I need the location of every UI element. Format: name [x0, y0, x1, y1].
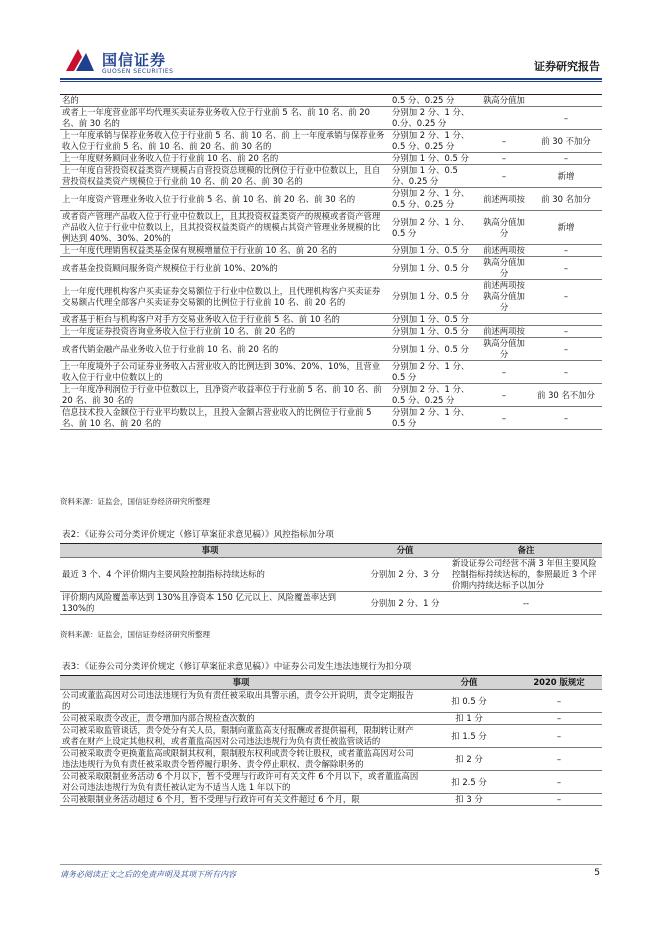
item-cell: 上一年度代理销售权益类基金保有规模增量位于行业前 10 名、前 20 名的 [60, 245, 390, 257]
page-number: 5 [594, 868, 600, 878]
version-2020-cell: – [530, 338, 602, 361]
item-cell: 上一年度境外子公司证券业务收入占营业收入的比例达到 30%、20%、10%，且营业收入位于行业中位数以上的 [60, 361, 390, 384]
note-cell: – [478, 407, 530, 430]
note-cell: -- [450, 592, 602, 615]
score-cell: 分别加 2 分、3 分 [360, 558, 450, 592]
version-2020-cell: – [516, 771, 602, 794]
item-cell: 公司被采取限制业务活动 6 个月以下，暂不受理与行政许可有关文件 6 个月以下，或者董监高因对公司违法违规行为负有责任被认定为不适当人选 1 年以下的 [60, 771, 422, 794]
footer-divider [60, 864, 602, 865]
note-cell: – [478, 361, 530, 384]
table-row [60, 558, 602, 592]
item-cell: 上一年度自营投资权益类资产规模占自营投资总规模的比例位于行业中位数以上，且自营投资权益类资产规模位于行业前 10 名、前 20 名、前 30 名的 [60, 165, 390, 188]
version-2020-cell: – [530, 407, 602, 430]
table2-header-note: 备注 [450, 544, 602, 558]
table-row [60, 130, 602, 153]
table3-header-score: 分值 [422, 676, 516, 690]
score-cell: 分别加 1 分、0.5 分、0.25 分 [390, 165, 478, 188]
note-cell: – [478, 153, 530, 165]
version-2020-cell: – [516, 748, 602, 771]
score-cell: 扣 2 分 [422, 748, 516, 771]
note-cell: – [478, 130, 530, 153]
item-cell: 上一年度资产管理业务收入位于行业前 5 名、前 10 名、前 20 名、前 30 名的 [60, 188, 390, 211]
note-cell: 孰高分值加分 [478, 211, 530, 245]
score-cell: 分别加 1 分、0.5 分 [390, 245, 478, 257]
item-cell: 上一年度代理机构客户买卖证券交易额位于行业中位数以上，且代理机构客户买卖证券交易额占代理全部客户买卖证券交易额的比例位于行业前 10 名、前 20 名的 [60, 280, 390, 314]
score-cell: 分别加 2 分、1 分、0.分、0.25 分 [390, 107, 478, 130]
item-cell: 公司被采取监管谈话，责令处分有关人员，限制向董监高支付报酬或者提供福利，限制转让财产或者在财产上设定其他权利，或者董监高因对公司违法违规行为负有责任被监管谈话的 [60, 725, 422, 748]
header-divider [60, 78, 602, 80]
table-row [60, 361, 602, 384]
table-row [60, 165, 602, 188]
logo-text: 国信证券 [102, 51, 167, 69]
item-cell: 上一年度财务顾问业务收入位于行业前 10 名、前 20 名的 [60, 153, 390, 165]
table-row [60, 211, 602, 245]
table-row [60, 748, 602, 771]
score-cell: 分别加 1 分、0.5 分 [390, 338, 478, 361]
version-2020-cell: 前 30 名加分 [530, 188, 602, 211]
table-row [60, 188, 602, 211]
item-cell: 或者基金投资顾问服务资产规模位于行业前 10%、20%的 [60, 257, 390, 280]
report-type-label: 证券研究报告 [534, 60, 600, 73]
note-cell [478, 314, 530, 326]
score-cell: 分别加 2 分、1 分 [360, 592, 450, 615]
table2-header-score: 分值 [360, 544, 450, 558]
violation-deduction-table [60, 675, 602, 806]
item-cell: 上一年度承销与保荐业务收入位于行业前 5 名、前 10 名、前 上一年度承销与保荐业务收入位于行业前 5 名、前 10 名、前 20 名、前 30 名的 [60, 130, 390, 153]
version-2020-cell: – [530, 153, 602, 165]
note-cell [478, 107, 530, 130]
score-cell: 分别加 2 分、1 分、0.5 分、0.25 分 [390, 188, 478, 211]
score-cell: 分别加 1 分、0.5 分 [390, 257, 478, 280]
item-cell: 公司被采取责令改正，责令增加内部合规检查次数的 [60, 713, 422, 725]
table-row [60, 245, 602, 257]
note-cell: 孰高分值加分 [478, 257, 530, 280]
version-2020-cell [530, 95, 602, 107]
version-2020-cell: 新增 [530, 165, 602, 188]
note-cell: 孰高分值加分 [478, 338, 530, 361]
table-row [60, 690, 602, 713]
table2-caption: 表2：《证券公司分类评价规定（修订草案征求意见稿）》风控指标加分项 [62, 530, 334, 540]
version-2020-cell: – [530, 257, 602, 280]
note-cell: – [478, 384, 530, 407]
version-2020-cell: – [530, 107, 602, 130]
score-cell: 扣 1 分 [422, 713, 516, 725]
table-row [60, 153, 602, 165]
table2-source: 资料来源：证监会，国信证券经济研究所整理 [60, 630, 210, 639]
table-row [60, 713, 602, 725]
table-row [60, 794, 602, 806]
version-2020-cell: 前 30 不加分 [530, 130, 602, 153]
score-cell: 分别加 1 分、0.5 分 [390, 314, 478, 326]
score-cell: 分别加 2 分、1 分、0.5 分 [390, 211, 478, 245]
note-cell: 前述两项按 [478, 245, 530, 257]
score-cell: 扣 3 分 [422, 794, 516, 806]
table-row [60, 280, 602, 314]
version-2020-cell: – [530, 245, 602, 257]
item-cell: 公司被采取责令更换董监高或限制其权利，限制股东权利或责令转让股权，或者董监高因对公司违法违规行为负有责任被采取责令暂停履行职务、责令停止职权、责令解除职务的 [60, 748, 422, 771]
score-cell: 分别加 2 分、1 分、0.5 分、0.25 分 [390, 130, 478, 153]
score-cell: 分别加 1 分、0.5 分 [390, 326, 478, 338]
score-cell: 扣 2.5 分 [422, 771, 516, 794]
disclaimer-text: 请务必阅读正文之后的免责声明及其项下所有内容 [60, 870, 236, 879]
table-row [60, 107, 602, 130]
score-cell: 0.5 分、0.25 分 [390, 95, 478, 107]
header-divider-thin [60, 81, 602, 82]
note-cell: – [478, 165, 530, 188]
score-cell: 分别加 2 分、1 分、0.5 分 [390, 361, 478, 384]
note-cell: 新设证券公司经营不满 3 年但主要风险控制指标持续达标的，参照最近 3 个评价期内持续达标予以加分 [450, 558, 602, 592]
table-row [60, 407, 602, 430]
table-row [60, 95, 602, 107]
item-cell: 评价期内风险覆盖率达到 130%且净资本 150 亿元以上、风险覆盖率达到 130%的 [60, 592, 360, 615]
version-2020-cell: – [516, 725, 602, 748]
score-cell: 分别加 1 分、0.5 分 [390, 280, 478, 314]
item-cell: 最近 3 个、4 个评价期内主要风险控制指标持续达标的 [60, 558, 360, 592]
table-row [60, 384, 602, 407]
table3-header-2020: 2020 版规定 [516, 676, 602, 690]
item-cell: 上一年度净利润位于行业中位数以上，且净资产收益率位于行业前 5 名、前 10 名、前 20 名、前 30 名的 [60, 384, 390, 407]
score-cell: 扣 1.5 分 [422, 725, 516, 748]
item-cell: 或者代销金融产品业务收入位于行业前 10 名、前 20 名的 [60, 338, 390, 361]
table-row [60, 314, 602, 326]
version-2020-cell: – [530, 280, 602, 314]
score-cell: 扣 0.5 分 [422, 690, 516, 713]
table2-header-item: 事项 [60, 544, 360, 558]
table3-caption: 表3：《证券公司分类评价规定（修订草案征求意见稿）》中证券公司发生违法违规行为扣分项 [62, 662, 412, 672]
item-cell: 或者基于柜台与机构客户对手方交易业务收入位于行业前 5 名、前 10 名的 [60, 314, 390, 326]
score-cell: 分别加 2 分、1 分、0.5 分、0.25 分 [390, 384, 478, 407]
version-2020-cell: – [516, 690, 602, 713]
table-row [60, 326, 602, 338]
score-cell: 分别加 1 分、0.5 分 [390, 153, 478, 165]
item-cell: 或者资产管理产品收入位于行业中位数以上，且其投资权益类资产的规模或者资产管理产品收入位于行业中位数以上，且其投资权益类资产的规模占其资产管理业务规模的比例达到 40%、30%、20%的 [60, 211, 390, 245]
version-2020-cell: – [516, 794, 602, 806]
version-2020-cell [530, 314, 602, 326]
note-cell: 前述两项按孰高分值加分 [478, 280, 530, 314]
item-cell: 信息技术投入金额位于行业平均数以上，且投入金额占营业收入的比例位于行业前 5 名、前 10 名、前 20 名的 [60, 407, 390, 430]
note-cell: 前述两项按 [478, 326, 530, 338]
risk-control-bonus-table [60, 543, 602, 615]
version-2020-cell: 前 30 名不加分 [530, 384, 602, 407]
table-row [60, 338, 602, 361]
table-row [60, 592, 602, 615]
guosen-logo-icon [62, 45, 98, 75]
score-cell: 分别加 2 分、1 分、0.5 分 [390, 407, 478, 430]
note-cell: 孰高分值加 [478, 95, 530, 107]
item-cell: 名的 [60, 95, 390, 107]
version-2020-cell: 新增 [530, 211, 602, 245]
version-2020-cell: – [530, 361, 602, 384]
version-2020-cell: – [530, 326, 602, 338]
item-cell: 上一年度证券投资咨询业务收入位于行业前 10 名、前 20 名的 [60, 326, 390, 338]
table-row [60, 257, 602, 280]
table3-header-item: 事项 [60, 676, 422, 690]
logo-english-text: GUOSEN SECURITIES [102, 68, 174, 75]
table-row [60, 771, 602, 794]
item-cell: 公司或董监高因对公司违法违规行为负有责任被采取出具警示函，责令公开说明，责令定期报告的 [60, 690, 422, 713]
table1-source: 资料来源：证监会，国信证券经济研究所整理 [60, 497, 210, 506]
table-row [60, 725, 602, 748]
note-cell: 前述两项按 [478, 188, 530, 211]
item-cell: 公司被限制业务活动超过 6 个月，暂不受理与行政许可有关文件超过 6 个月，限 [60, 794, 422, 806]
version-2020-cell: – [516, 713, 602, 725]
item-cell: 或者上一年度营业部平均代理买卖证券业务收入位于行业前 5 名、前 10 名、前 20 名、前 30 名的 [60, 107, 390, 130]
bonus-items-table [60, 94, 602, 430]
